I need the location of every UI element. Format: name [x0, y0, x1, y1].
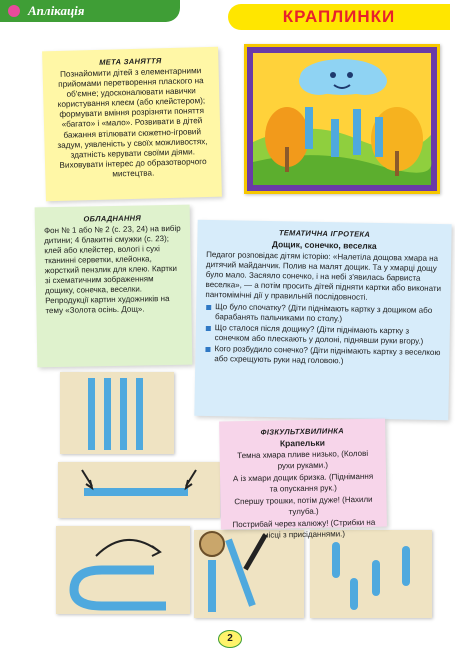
rain-illustration — [244, 44, 440, 194]
list-item: Що сталося після дощику? (Діти піднімають картку з сонечком або плескають у долоні, піднявши руки вгору.) — [205, 323, 441, 347]
step-photo-5 — [310, 530, 432, 618]
section-bullet-icon — [8, 5, 20, 17]
list-item: Що було спочатку? (Діти піднімають картку з дощиком або барабанять пальчиками по столу.) — [205, 302, 441, 326]
lesson-title: КРАПЛИНКИ — [282, 7, 396, 26]
phys-line: Пострибай через калюжу! (Стрибки на місці з присіданнями.) — [232, 517, 376, 540]
step-photo-2 — [58, 462, 220, 518]
goal-card — [42, 47, 222, 202]
paper-strip — [402, 546, 410, 586]
step-photo-3 — [56, 526, 190, 614]
glue-step-image — [194, 530, 304, 618]
phys-line: Спершу трошки, потім дуже! (Нахили тулуба.) — [234, 494, 373, 516]
paper-strip — [372, 560, 380, 596]
phys-line: А із хмари дощик бризка. (Піднімання та опускання рук.) — [232, 471, 374, 494]
game-title: Дощик, сонечко, веселка — [271, 239, 377, 251]
paper-strip — [120, 378, 127, 450]
arrow-icon — [78, 468, 208, 498]
game-question-list — [204, 302, 441, 368]
paper-strip — [104, 378, 111, 450]
equipment-text: Фон № 1 або № 2 (с. 23, 24) на вибір дитини; 4 блакитні смужки (с. 23); клей або клейстер, вологі і сухі тканинні серветки, клейонка, жорсткий пензлик для клею. Картки зі схематичним зображенням дощику, сонечка, веселки. Репродукції картин художників на тему «Золота осінь. Дощ». — [43, 223, 181, 316]
equipment-card — [35, 205, 193, 368]
lesson-title-banner — [228, 4, 450, 30]
paper-strip — [136, 378, 143, 450]
step-photo-1 — [60, 372, 174, 454]
goal-text: Познайомити дітей з елементарними прийомами перетворення плаского на об'ємне; удосконалювати навички користування клеєм (або клейстером); формувати вміння розрізняти поняття «багато» і «мало». Розвивати в дітей бажання втілювати сюжетно-ігровий задум, уявленість у своїх можливостях, здатність керувати своїми діями. Виховувати інтерес до образотворчого мистецтва. — [57, 66, 208, 179]
section-header — [0, 0, 180, 22]
phys-line: Темна хмара пливе низько, (Колові рухи руками.) — [237, 448, 369, 470]
paper-strip — [88, 378, 95, 450]
phys-heading: ФІЗКУЛЬТХВИЛИНКА — [260, 426, 344, 437]
equipment-heading: ОБЛАДНАННЯ — [83, 213, 142, 224]
game-intro: Педагог розповідає дітям історію: «Налетіла дощова хмара на дитячий майданчик. Полив на малят дощик. Та у хмарці дощу було мало. Засяяло сонечко, і на небі з'явилась барвиста веселка», — а потім просить дітей підняти картки або виконати пантомімічні дії у правильній послідовності. — [205, 249, 442, 302]
curved-strip-image — [56, 526, 190, 614]
paper-strip — [350, 578, 358, 610]
section-title: Аплікація — [28, 3, 85, 18]
exercise-card — [219, 419, 387, 540]
thematic-game-card — [194, 220, 451, 420]
phys-title: Крапельки — [279, 437, 326, 449]
paper-strip — [332, 542, 340, 578]
step-photo-4 — [194, 530, 304, 618]
list-item: Кого розбудило сонечко? (Діти піднімають картку з веселкою або схрещують руки над головою.) — [204, 344, 440, 368]
goal-heading: МЕТА ЗАНЯТТЯ — [99, 56, 162, 67]
page-number: 2 — [218, 630, 242, 648]
rain-scene-image — [247, 47, 437, 191]
game-heading: ТЕМАТИЧНА ІГРОТЕКА — [278, 228, 371, 239]
